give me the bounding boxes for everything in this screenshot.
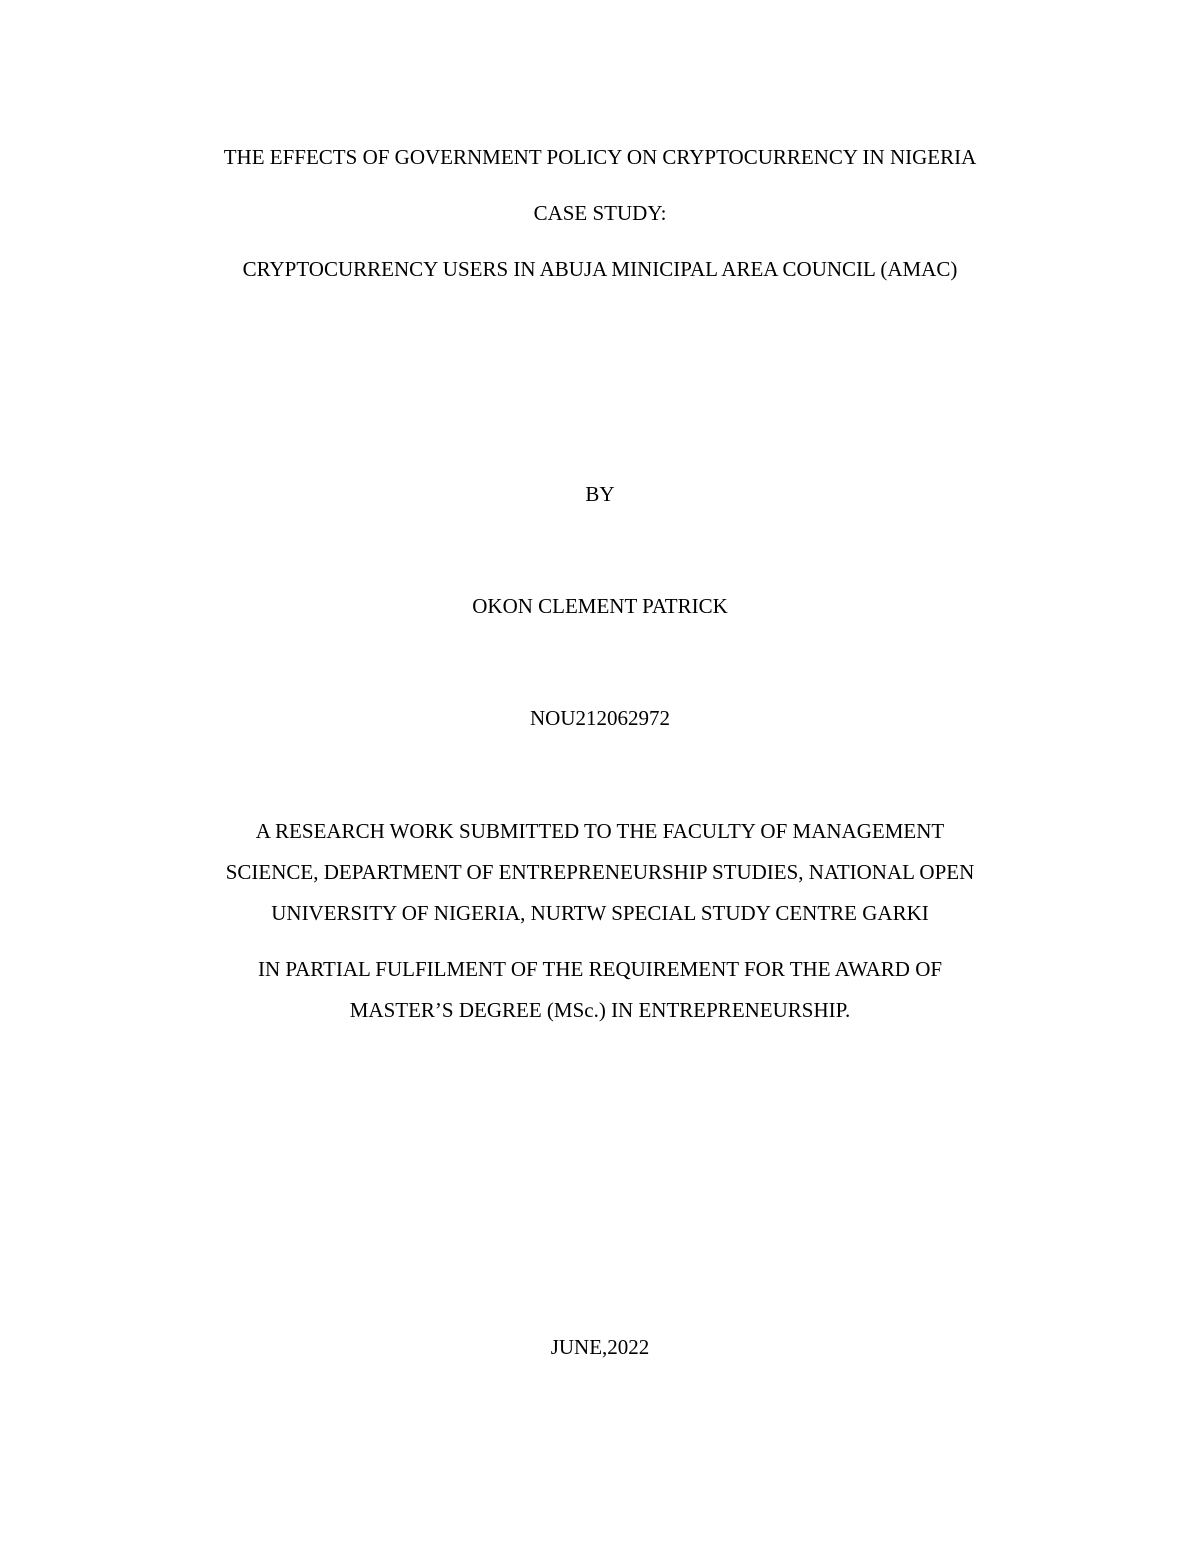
fulfilment-line-2: MASTER’S DEGREE (MSc.) IN ENTREPRENEURSHIP. [349,998,851,1022]
fulfilment-line-1: IN PARTIAL FULFILMENT OF THE REQUIREMENT FOR THE AWARD OF [257,957,943,981]
case-study-label: CASE STUDY: [533,201,667,225]
submission-line-2: SCIENCE, DEPARTMENT OF ENTREPRENEURSHIP STUDIES, NATIONAL OPEN [225,860,975,884]
case-study-subject: CRYPTOCURRENCY USERS IN ABUJA MINICIPAL AREA COUNCIL (AMAC) [242,257,958,281]
submission-line-1: A RESEARCH WORK SUBMITTED TO THE FACULTY OF MANAGEMENT [255,819,945,843]
submission-date: JUNE,2022 [550,1335,650,1359]
submission-line-3: UNIVERSITY OF NIGERIA, NURTW SPECIAL STUDY CENTRE GARKI [271,901,929,925]
by-label: BY [585,482,615,506]
author-name: OKON CLEMENT PATRICK [472,594,728,618]
thesis-title: THE EFFECTS OF GOVERNMENT POLICY ON CRYPTOCURRENCY IN NIGERIA [223,145,977,169]
matric-number: NOU212062972 [530,706,670,730]
